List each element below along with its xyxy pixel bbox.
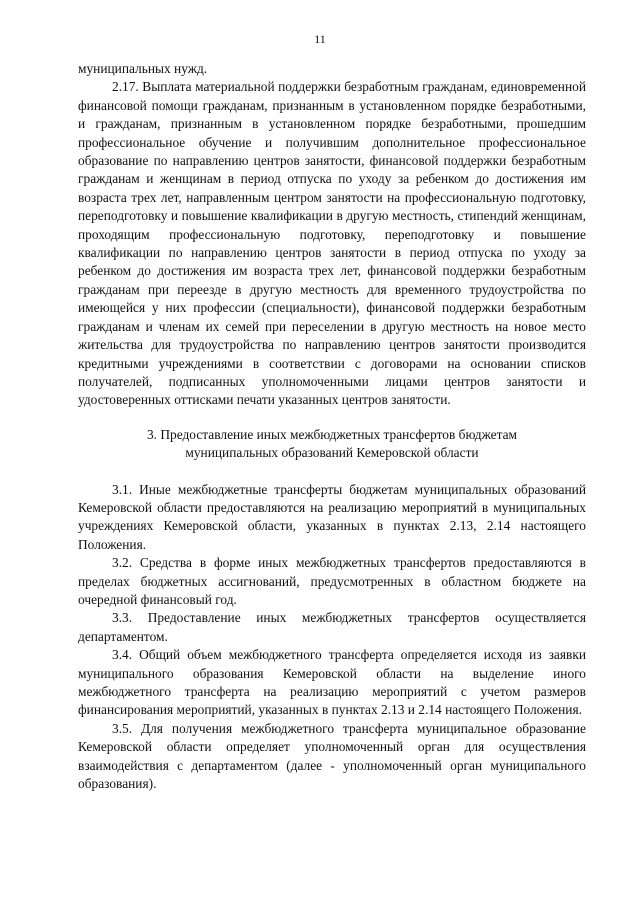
document-body [78, 60, 586, 793]
paragraph-3-5: 3.5. Для получения межбюджетного трансферта муниципальное образование Кемеровской области определяет уполномоченный орган для осуществления взаимодействия с департаментом (далее - уполномоченный орган муниципального образования). [78, 720, 586, 792]
page-number: 11 [314, 32, 326, 46]
section-3-heading [78, 426, 586, 463]
paragraph-3-3: 3.3. Предоставление иных межбюджетных трансфертов осуществляется департаментом. [78, 610, 586, 644]
paragraph-3-1: 3.1. Иные межбюджетные трансферты бюджетам муниципальных образований Кемеровской области предоставляются на реализацию мероприятий в муниципальных учреждениях Кемеровской области, указанных в пунктах 2.13, 2.14 настоящего Положения. [78, 481, 586, 552]
paragraph-3-2: 3.2. Средства в форме иных межбюджетных трансфертов предоставляются в пределах бюджетных ассигнований, предусмотренных в областном бюджете на очередной финансовый год. [78, 555, 586, 607]
paragraph-2-17: 2.17. Выплата материальной поддержки безработным гражданам, единовременной финансовой помощи гражданам, признанным в установленном порядке безработными, и гражданам, признанным в установленном порядке безработными, прошедшим профессиональное обучение и получившим дополнительное профессиональное образование по направлению центров занятости, финансовой поддержки безработным гражданам и женщинам в период отпуска по уходу за ребенком до достижения им возраста трех лет, направленным центром занятости на профессиональную подготовку, переподготовку и повышение квалификации в другую местность, стипендий женщинам, проходящим профессиональную подготовку, переподготовку и повышение квалификации по направлению центров занятости в период отпуска по уходу за ребенком до достижения им возраста трех лет, финансовой поддержки безработным гражданам при переезде в другую местность для временного трудоустройства по имеющейся у них профессии (специальности), финансовой поддержки безработным гражданам и членам их семей при переселении в другую местность на новое место жительства для трудоустройства по направлению центров занятости производится кредитными учреждениями в соответствии с договорами на основании списков получателей, подписанных уполномоченными лицами центров занятости и удостоверенных оттисками печати указанных центров занятости. [78, 79, 586, 408]
section-3-heading-line-2: муниципальных образований Кемеровской области [185, 445, 479, 461]
paragraph-3-4: 3.4. Общий объем межбюджетного трансферта определяется исходя из заявки муниципального образования Кемеровской области на выделение иного межбюджетного трансферта на реализацию мероприятий с учетом размеров финансирования мероприятий, указанных в пунктах 2.13 и 2.14 настоящего Положения. [78, 647, 586, 718]
paragraph-continuation: муниципальных нужд. [78, 61, 208, 76]
section-3-heading-line-1: 3. Предоставление иных межбюджетных трансфертов бюджетам [146, 426, 518, 442]
